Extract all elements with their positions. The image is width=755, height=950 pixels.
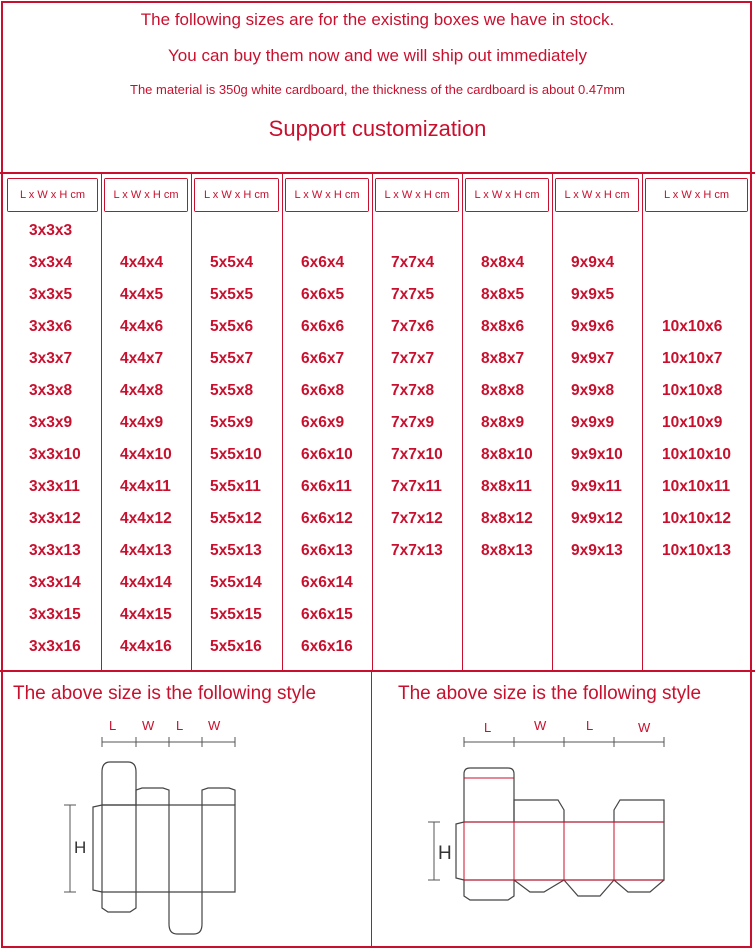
size-cell: 5x5x16 [210,638,262,655]
size-cell: 4x4x13 [120,542,172,559]
column-divider [372,173,373,670]
size-cell: 6x6x12 [301,510,353,527]
size-cell: 4x4x9 [120,414,164,431]
size-cell: 7x7x9 [391,414,435,431]
ship-notice: You can buy them now and we will ship out immediately [168,46,587,65]
size-cell: 8x8x4 [481,254,525,271]
dim-label-w1: W [142,718,155,733]
size-cell: 4x4x16 [120,638,172,655]
size-cell: 4x4x10 [120,446,172,463]
size-cell: 9x9x12 [571,510,623,527]
right-box-diagram [420,712,680,912]
size-cell: 7x7x7 [391,350,435,367]
size-cell: 4x4x11 [120,478,171,495]
size-cell: 10x10x13 [662,542,731,559]
column-divider [552,173,553,670]
size-cell: 7x7x6 [391,318,435,335]
size-cell: 8x8x9 [481,414,525,431]
size-cell: 10x10x11 [662,478,731,495]
size-cell: 10x10x6 [662,318,723,335]
size-cell: 9x9x7 [571,350,615,367]
size-cell: 10x10x9 [662,414,723,431]
size-cell: 5x5x5 [210,286,254,303]
size-cell: 9x9x9 [571,414,615,431]
footer-divider [0,670,755,672]
size-cell: 9x9x6 [571,318,615,335]
size-cell: 9x9x5 [571,286,615,303]
size-cell: 3x3x13 [29,542,81,559]
size-cell: 3x3x6 [29,318,73,335]
height-label-left: H [74,838,87,857]
size-cell: 9x9x8 [571,382,615,399]
footer-center-divider [371,671,372,948]
size-cell: 6x6x10 [301,446,353,463]
size-cell: 7x7x8 [391,382,435,399]
size-cell: 6x6x5 [301,286,345,303]
size-cell: 5x5x15 [210,606,262,623]
size-cell: 5x5x11 [210,478,261,495]
size-cell: 9x9x11 [571,478,622,495]
size-cell: 5x5x9 [210,414,254,431]
size-cell: 10x10x7 [662,350,723,367]
dim-label-w1: W [534,718,547,733]
size-cell: 10x10x12 [662,510,731,527]
size-cell: 6x6x13 [301,542,353,559]
size-cell: 6x6x15 [301,606,353,623]
size-cell: 4x4x6 [120,318,164,335]
dim-label-l1: L [109,718,117,733]
column-header: L x W x H cm [105,179,187,211]
size-cell: 3x3x8 [29,382,73,399]
size-cell: 3x3x3 [29,222,73,239]
height-label-right: H [438,843,452,864]
dim-label-l2: L [176,718,184,733]
size-cell: 10x10x8 [662,382,723,399]
dim-label-l2: L [586,718,594,733]
size-cell: 8x8x12 [481,510,533,527]
size-cell: 3x3x14 [29,574,81,591]
customization-title: Support customization [268,116,487,141]
column-header: L x W x H cm [195,179,278,211]
size-cell: 8x8x5 [481,286,525,303]
size-cell: 7x7x12 [391,510,443,527]
size-cell: 8x8x8 [481,382,525,399]
size-cell: 4x4x15 [120,606,172,623]
size-cell: 3x3x16 [29,638,81,655]
size-cell: 5x5x8 [210,382,254,399]
size-cell: 3x3x11 [29,478,80,495]
size-cell: 6x6x14 [301,574,353,591]
dim-label-w2: W [638,720,651,735]
size-cell: 7x7x4 [391,254,435,271]
size-cell: 8x8x11 [481,478,532,495]
size-cell: 5x5x7 [210,350,254,367]
size-cell: 9x9x4 [571,254,615,271]
dim-label-l1: L [484,720,492,735]
size-cell: 7x7x5 [391,286,435,303]
column-header: L x W x H cm [8,179,97,211]
size-cell: 5x5x14 [210,574,262,591]
column-header: L x W x H cm [646,179,747,211]
column-divider [462,173,463,670]
size-cell: 6x6x11 [301,478,352,495]
size-cell: 5x5x6 [210,318,254,335]
size-cell: 8x8x13 [481,542,533,559]
size-cell: 6x6x4 [301,254,345,271]
size-cell: 7x7x11 [391,478,442,495]
size-cell: 5x5x4 [210,254,254,271]
size-cell: 5x5x10 [210,446,262,463]
column-divider [642,173,643,670]
size-cell: 4x4x12 [120,510,172,527]
size-cell: 3x3x12 [29,510,81,527]
size-cell: 7x7x10 [391,446,443,463]
size-cell: 8x8x10 [481,446,533,463]
size-cell: 7x7x13 [391,542,443,559]
size-cell: 5x5x13 [210,542,262,559]
left-style-caption: The above size is the following style [13,683,317,704]
stock-notice: The following sizes are for the existing boxes we have in stock. [140,10,615,29]
size-cell: 6x6x7 [301,350,345,367]
size-cell: 3x3x10 [29,446,81,463]
dim-label-w2: W [208,718,221,733]
column-header: L x W x H cm [466,179,548,211]
size-cell: 6x6x16 [301,638,353,655]
size-cell: 6x6x6 [301,318,345,335]
column-divider [101,173,102,670]
column-header: L x W x H cm [556,179,638,211]
size-cell: 4x4x8 [120,382,164,399]
size-cell: 5x5x12 [210,510,262,527]
column-header: L x W x H cm [376,179,458,211]
size-cell: 3x3x9 [29,414,73,431]
size-cell: 4x4x7 [120,350,164,367]
size-cell: 8x8x6 [481,318,525,335]
header [0,0,755,172]
size-cell: 3x3x4 [29,254,73,271]
size-cell: 3x3x15 [29,606,81,623]
column-divider [282,173,283,670]
column-divider [191,173,192,670]
size-cell: 3x3x7 [29,350,73,367]
size-cell: 4x4x14 [120,574,172,591]
size-cell: 9x9x13 [571,542,623,559]
size-cell: 10x10x10 [662,446,731,463]
size-cell: 8x8x7 [481,350,525,367]
size-cell: 6x6x8 [301,382,345,399]
size-cell: 4x4x5 [120,286,164,303]
size-cell: 9x9x10 [571,446,623,463]
size-cell: 6x6x9 [301,414,345,431]
material-notice: The material is 350g white cardboard, the thickness of the cardboard is about 0.47mm [130,82,625,97]
right-style-caption: The above size is the following style [398,683,702,704]
left-box-diagram [55,712,255,942]
size-cell: 4x4x4 [120,254,164,271]
column-header: L x W x H cm [286,179,368,211]
size-cell: 3x3x5 [29,286,73,303]
